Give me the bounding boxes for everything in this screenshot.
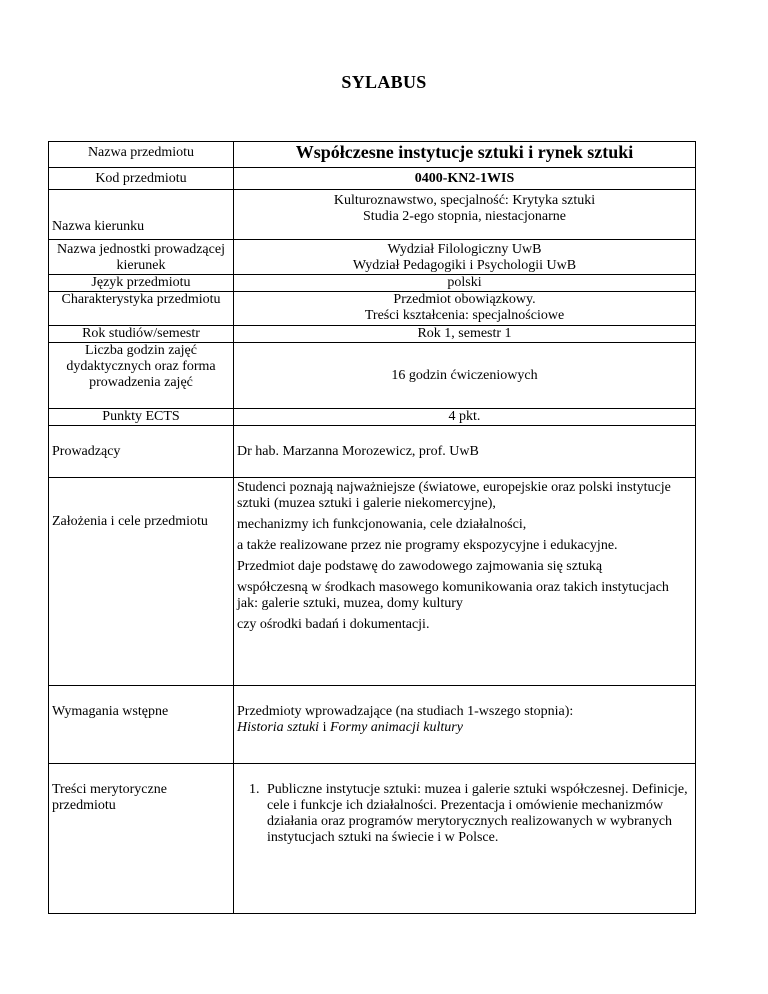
table-row <box>49 343 696 409</box>
zalozenia-paragraph-5: współczesną w środkach masowego komunikowania oraz takich instytucjach jak: galerie sztuki, muzea, domy kultury <box>237 580 669 611</box>
table-row <box>49 190 696 240</box>
label-jezyk: Język przedmiotu <box>49 275 234 292</box>
value-wymagania <box>234 686 696 764</box>
label-rok: Rok studiów/semestr <box>49 326 234 343</box>
wymagania-course-2: Formy animacji kultury <box>329 720 463 735</box>
table-row <box>49 168 696 190</box>
value-zalozenia <box>234 478 696 686</box>
value-kod-przedmiotu: 0400-KN2-1WIS <box>234 168 696 190</box>
wymagania-courses <box>237 720 692 736</box>
label-wymagania: Wymagania wstępne <box>49 686 234 764</box>
zalozenia-paragraph-6: czy ośrodki badań i dokumentacji. <box>237 617 430 632</box>
charakterystyka-line-2: Treści kształcenia: specjalnościowe <box>364 308 565 323</box>
value-tresci <box>234 764 696 914</box>
table-row <box>49 686 696 764</box>
syllabus-table <box>48 141 696 914</box>
table-row <box>49 326 696 343</box>
zalozenia-paragraph-3: a także realizowane przez nie programy ekspozycyjne i edukacyjne. <box>237 538 618 553</box>
wymagania-text: Przedmioty wprowadzające (na studiach 1-wszego stopnia): <box>237 704 574 719</box>
table-row <box>49 275 696 292</box>
document-title: SYLABUS <box>341 72 427 92</box>
table-row <box>49 292 696 326</box>
label-nazwa-przedmiotu: Nazwa przedmiotu <box>49 142 234 168</box>
list-item: 1. Publiczne instytucje sztuki: muzea i galerie sztuki współczesnej. Definicje, cele i funkcje ich działalności. Prezentacja i omówienie mechanizmów działania oraz programów merytorycznych realizowanych w wybranych instytucjach sztuki na świecie i w Polsce. <box>263 782 692 846</box>
jednostka-line-1: Wydział Filologiczny UwB <box>387 242 542 257</box>
jednostka-line-2: Wydział Pedagogiki i Psychologii UwB <box>352 258 577 273</box>
table-row <box>49 764 696 914</box>
label-prowadzacy: Prowadzący <box>49 426 234 478</box>
value-ects: 4 pkt. <box>234 409 696 426</box>
table-row <box>49 409 696 426</box>
table-row <box>49 478 696 686</box>
value-godziny: 16 godzin ćwiczeniowych <box>234 343 696 409</box>
table-row <box>49 426 696 478</box>
label-zalozenia: Założenia i cele przedmiotu <box>49 478 234 686</box>
value-charakterystyka <box>234 292 696 326</box>
zalozenia-paragraph-1: Studenci poznają najważniejsze (światowe, europejskie oraz polski instytucje sztuki (muzea sztuki i galerie niekomercyjne), <box>237 480 671 511</box>
topics-list <box>237 782 692 846</box>
value-prowadzacy: Dr hab. Marzanna Morozewicz, prof. UwB <box>234 426 696 478</box>
zalozenia-paragraph-2: mechanizmy ich funkcjonowania, cele działalności, <box>237 517 527 532</box>
table-row <box>49 142 696 168</box>
value-nazwa-przedmiotu: Współczesne instytucje sztuki i rynek sztuki <box>234 142 696 168</box>
label-charakterystyka: Charakterystyka przedmiotu <box>49 292 234 326</box>
label-godziny: Liczba godzin zajęć dydaktycznych oraz forma prowadzenia zajęć <box>49 343 234 409</box>
charakterystyka-line-1: Przedmiot obowiązkowy. <box>393 292 536 307</box>
value-jezyk: polski <box>234 275 696 292</box>
label-ects: Punkty ECTS <box>49 409 234 426</box>
wymagania-conjunction: i <box>319 720 330 735</box>
value-rok: Rok 1, semestr 1 <box>234 326 696 343</box>
wymagania-course-1: Historia sztuki <box>237 720 320 735</box>
value-jednostka <box>234 240 696 275</box>
label-nazwa-kierunku: Nazwa kierunku <box>49 190 234 240</box>
kierunek-line-2: Studia 2-ego stopnia, niestacjonarne <box>363 209 566 224</box>
zalozenia-paragraph-4: Przedmiot daje podstawę do zawodowego zajmowania się sztuką <box>237 559 603 574</box>
label-jednostka: Nazwa jednostki prowadzącej kierunek <box>49 240 234 275</box>
label-tresci: Treści merytoryczne przedmiotu <box>49 764 234 914</box>
table-row <box>49 240 696 275</box>
value-nazwa-kierunku <box>234 190 696 240</box>
kierunek-line-1: Kulturoznawstwo, specjalność: Krytyka sztuki <box>333 193 596 208</box>
label-kod-przedmiotu: Kod przedmiotu <box>49 168 234 190</box>
